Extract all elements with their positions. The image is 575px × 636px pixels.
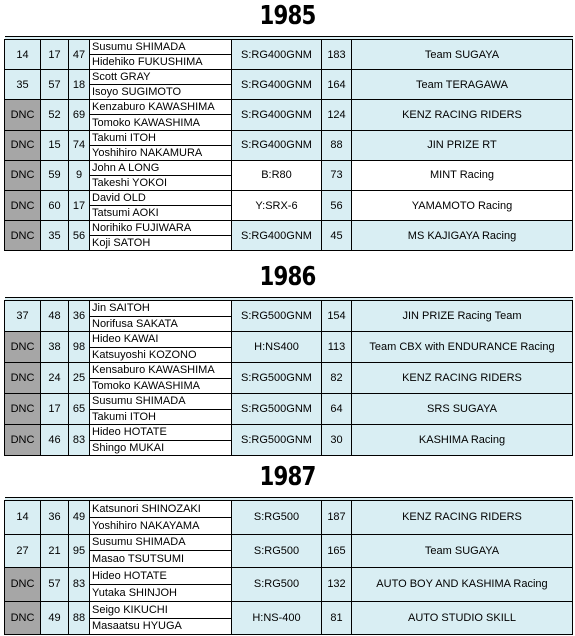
- laps-cell: 82: [322, 363, 352, 394]
- rider-name: Scott GRAY: [90, 70, 232, 85]
- laps-cell: 56: [322, 190, 352, 220]
- result-cell: DNC: [5, 363, 41, 394]
- result-cell: DNC: [5, 190, 41, 220]
- team-cell: AUTO STUDIO SKILL: [352, 601, 573, 635]
- team-cell: KENZ RACING RIDERS: [352, 100, 573, 130]
- table-row: [5, 301, 573, 317]
- col3-cell: 17: [69, 190, 90, 220]
- col2-cell: 57: [41, 70, 69, 100]
- col3-cell: 56: [69, 221, 90, 251]
- rider-name: John A LONG: [90, 160, 232, 175]
- result-cell: 14: [5, 40, 41, 70]
- team-cell: YAMAMOTO Racing: [352, 190, 573, 220]
- col2-cell: 60: [41, 190, 69, 220]
- col2-cell: 49: [41, 601, 69, 635]
- machine-cell: S:RG400GNM: [232, 40, 322, 70]
- rider-name: Susumu SHIMADA: [90, 534, 232, 551]
- laps-cell: 45: [322, 221, 352, 251]
- table-row: [5, 40, 573, 55]
- machine-cell: S:RG400GNM: [232, 70, 322, 100]
- table-row: [5, 568, 573, 585]
- machine-cell: S:RG400GNM: [232, 100, 322, 130]
- laps-cell: 113: [322, 332, 352, 363]
- laps-cell: 88: [322, 130, 352, 160]
- rider-name: Seigo KIKUCHI: [90, 601, 232, 618]
- rider-name: Takeshi YOKOI: [90, 175, 232, 190]
- team-cell: JIN PRIZE Racing Team: [352, 301, 573, 332]
- col3-cell: 88: [69, 601, 90, 635]
- result-cell: DNC: [5, 568, 41, 602]
- machine-cell: Y:SRX-6: [232, 190, 322, 220]
- result-cell: DNC: [5, 100, 41, 130]
- team-cell: MINT Racing: [352, 160, 573, 190]
- machine-cell: S:RG500GNM: [232, 301, 322, 332]
- rider-name: Kensaburo KAWASHIMA: [90, 363, 232, 379]
- rider-name: Yoshihiro NAKAYAMA: [90, 517, 232, 534]
- laps-cell: 154: [322, 301, 352, 332]
- rider-name: Norihiko FUJIWARA: [90, 221, 232, 236]
- laps-cell: 164: [322, 70, 352, 100]
- rider-name: Katsunori SHINOZAKI: [90, 501, 232, 518]
- table-row: [5, 160, 573, 175]
- result-cell: 27: [5, 534, 41, 568]
- year-heading: 1985: [259, 1, 316, 31]
- laps-cell: 81: [322, 601, 352, 635]
- machine-cell: H:NS400: [232, 332, 322, 363]
- rider-name: Takumi ITOH: [90, 130, 232, 145]
- result-cell: DNC: [5, 394, 41, 425]
- table-row: [5, 394, 573, 410]
- col3-cell: 9: [69, 160, 90, 190]
- col2-cell: 17: [41, 40, 69, 70]
- col2-cell: 46: [41, 425, 69, 456]
- table-row: [5, 221, 573, 236]
- team-cell: SRS SUGAYA: [352, 394, 573, 425]
- table-row: [5, 190, 573, 205]
- table-row: [5, 70, 573, 85]
- team-cell: Team CBX with ENDURANCE Racing: [352, 332, 573, 363]
- result-cell: DNC: [5, 332, 41, 363]
- laps-cell: 73: [322, 160, 352, 190]
- machine-cell: S:RG500: [232, 501, 322, 535]
- rider-name: Hideo HOTATE: [90, 425, 232, 441]
- col3-cell: 47: [69, 40, 90, 70]
- rider-name: Tatsumi AOKI: [90, 206, 232, 221]
- table-row: [5, 501, 573, 518]
- results-table: [4, 497, 573, 635]
- rider-name: Hideo KAWAI: [90, 332, 232, 348]
- laps-cell: 183: [322, 40, 352, 70]
- table-row: [5, 425, 573, 441]
- table-row: [5, 601, 573, 618]
- team-cell: KASHIMA Racing: [352, 425, 573, 456]
- rider-name: Koji SATOH: [90, 236, 232, 251]
- year-heading: 1986: [259, 262, 316, 292]
- col2-cell: 36: [41, 501, 69, 535]
- rider-name: Takumi ITOH: [90, 409, 232, 425]
- rider-name: Susumu SHIMADA: [90, 40, 232, 55]
- team-cell: Team SUGAYA: [352, 40, 573, 70]
- col3-cell: 83: [69, 568, 90, 602]
- results-table: [4, 297, 573, 456]
- rider-name: Masao TSUTSUMI: [90, 551, 232, 568]
- result-cell: DNC: [5, 160, 41, 190]
- result-cell: DNC: [5, 221, 41, 251]
- result-cell: 37: [5, 301, 41, 332]
- col3-cell: 25: [69, 363, 90, 394]
- rider-name: Masaatsu HYUGA: [90, 618, 232, 635]
- team-cell: MS KAJIGAYA Racing: [352, 221, 573, 251]
- machine-cell: B:R80: [232, 160, 322, 190]
- rider-name: Norifusa SAKATA: [90, 316, 232, 332]
- col3-cell: 98: [69, 332, 90, 363]
- table-row: [5, 130, 573, 145]
- rider-name: Yutaka SHINJOH: [90, 584, 232, 601]
- result-cell: DNC: [5, 425, 41, 456]
- table-row: [5, 100, 573, 115]
- col2-cell: 24: [41, 363, 69, 394]
- col2-cell: 17: [41, 394, 69, 425]
- team-cell: KENZ RACING RIDERS: [352, 363, 573, 394]
- machine-cell: S:RG500GNM: [232, 363, 322, 394]
- rider-name: Yoshihiro NAKAMURA: [90, 145, 232, 160]
- result-cell: 14: [5, 501, 41, 535]
- rider-name: Hidehiko FUKUSHIMA: [90, 55, 232, 70]
- rider-name: Katsuyoshi KOZONO: [90, 347, 232, 363]
- col2-cell: 48: [41, 301, 69, 332]
- team-cell: JIN PRIZE RT: [352, 130, 573, 160]
- table-row: [5, 534, 573, 551]
- col2-cell: 35: [41, 221, 69, 251]
- laps-cell: 124: [322, 100, 352, 130]
- col3-cell: 83: [69, 425, 90, 456]
- result-cell: DNC: [5, 130, 41, 160]
- result-cell: 35: [5, 70, 41, 100]
- results-table: [4, 36, 573, 251]
- machine-cell: S:RG400GNM: [232, 130, 322, 160]
- rider-name: David OLD: [90, 190, 232, 205]
- machine-cell: S:RG500: [232, 568, 322, 602]
- table-row: [5, 363, 573, 379]
- machine-cell: H:NS-400: [232, 601, 322, 635]
- laps-cell: 30: [322, 425, 352, 456]
- result-cell: DNC: [5, 601, 41, 635]
- col3-cell: 74: [69, 130, 90, 160]
- col2-cell: 57: [41, 568, 69, 602]
- machine-cell: S:RG500GNM: [232, 425, 322, 456]
- team-cell: AUTO BOY AND KASHIMA Racing: [352, 568, 573, 602]
- rider-name: Isoyo SUGIMOTO: [90, 85, 232, 100]
- laps-cell: 132: [322, 568, 352, 602]
- machine-cell: S:RG400GNM: [232, 221, 322, 251]
- machine-cell: S:RG500: [232, 534, 322, 568]
- rider-name: Shingo MUKAI: [90, 440, 232, 456]
- col2-cell: 15: [41, 130, 69, 160]
- rider-name: Kenzaburo KAWASHIMA: [90, 100, 232, 115]
- team-cell: Team SUGAYA: [352, 534, 573, 568]
- col2-cell: 21: [41, 534, 69, 568]
- rider-name: Tomoko KAWASHIMA: [90, 378, 232, 394]
- col2-cell: 38: [41, 332, 69, 363]
- laps-cell: 187: [322, 501, 352, 535]
- team-cell: KENZ RACING RIDERS: [352, 501, 573, 535]
- col3-cell: 95: [69, 534, 90, 568]
- col3-cell: 69: [69, 100, 90, 130]
- rider-name: Jin SAITOH: [90, 301, 232, 317]
- table-row: [5, 332, 573, 348]
- rider-name: Hideo HOTATE: [90, 568, 232, 585]
- machine-cell: S:RG500GNM: [232, 394, 322, 425]
- col2-cell: 52: [41, 100, 69, 130]
- col3-cell: 36: [69, 301, 90, 332]
- laps-cell: 165: [322, 534, 352, 568]
- team-cell: Team TERAGAWA: [352, 70, 573, 100]
- rider-name: Susumu SHIMADA: [90, 394, 232, 410]
- col2-cell: 59: [41, 160, 69, 190]
- laps-cell: 64: [322, 394, 352, 425]
- col3-cell: 49: [69, 501, 90, 535]
- col3-cell: 18: [69, 70, 90, 100]
- rider-name: Tomoko KAWASHIMA: [90, 115, 232, 130]
- col3-cell: 65: [69, 394, 90, 425]
- year-heading: 1987: [259, 462, 316, 492]
